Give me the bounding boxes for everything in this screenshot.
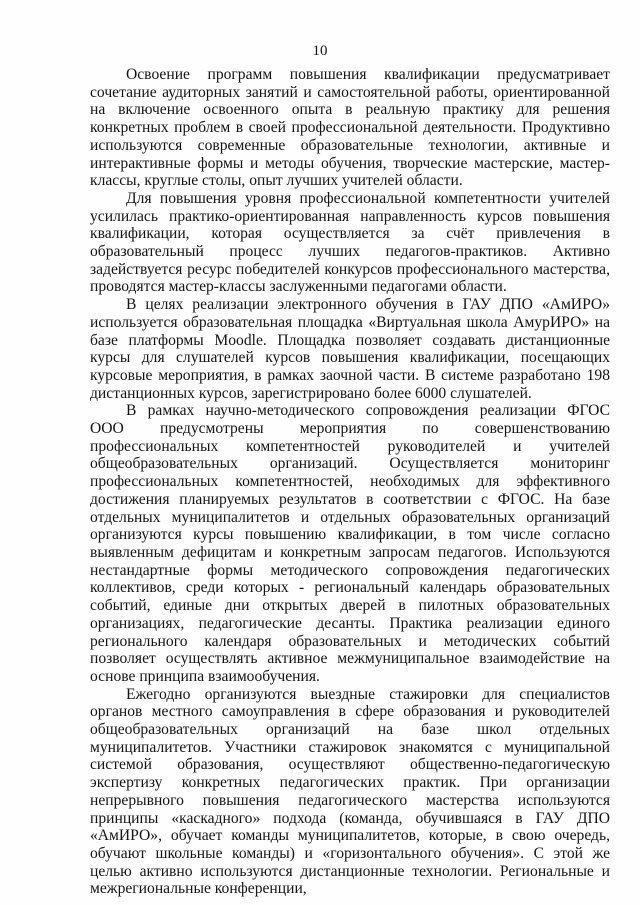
paragraph-5: Ежегодно организуются выездные стажировки для специалистов органов местного самоуправления в сфере образования и руководителей общеобразовательных организаций на базе школ отдельных муниципалитетов. Участники стажировок знакомятся с муниципальной системой образования, осуществляют общественно-педагогическую экспертизу конкретных педагогических практик. При организации непрерывного повышения педагогического мастерства используются принципы «каскадного» подхода (команда, обучившаяся в ГАУ ДПО «АмИРО», обучает команды муниципалитетов, которые, в свою очередь, обучают школьные команды) и «горизонтального обучения». С этой же целью активно используются дистанционные технологии. Региональные и межрегиональные конференции, [90, 685, 610, 898]
paragraph-4: В рамках научно-методического сопровождения реализации ФГОС ООО предусмотрены мероприятия по совершенствованию профессиональных компетентностей руководителей и учителей общеобразовательных организаций. Осуществляется мониторинг профессиональных компетентностей, необходимых для эффективного достижения планируемых результатов в соответствии с ФГОС. На базе отдельных муниципалитетов и отдельных образовательных организаций организуются курсы повышению квалификации, в том числе согласно выявленным дефицитам и конкретным запросам педагогов. Используются нестандартные формы методического сопровождения педагогических коллективов, среди которых - региональный календарь образовательных событий, единые дни открытых дверей в пилотных образовательных организациях, педагогические десанты. Практика реализации единого регионального календаря образовательных и методических событий позволяет осуществлять активное межмуниципальное взаимодействие на основе принципа взаимообучения. [90, 402, 610, 685]
document-body [90, 66, 610, 898]
paragraph-1: Освоение программ повышения квалификации предусматривает сочетание аудиторных занятий и самостоятельной работы, ориентированной на включение освоенного опыта в реальную практику для решения конкретных проблем в своей профессиональной деятельности. Продуктивно используются современные образовательные технологии, активные и интерактивные формы и методы обучения, творческие мастерские, мастер-классы, круглые столы, опыт лучших учителей области. [90, 66, 610, 190]
paragraph-2: Для повышения уровня профессиональной компетентности учителей усилилась практико-ориентированная направленность курсов повышения квалификации, которая осуществляется за счёт привлечения в образовательный процесс лучших педагогов-практиков. Активно задействуется ресурс победителей конкурсов профессионального мастерства, проводятся мастер-классы заслуженными педагогами области. [90, 189, 610, 296]
paragraph-3: В целях реализации электронного обучения в ГАУ ДПО «АмИРО» используется образовательная площадка «Виртуальная школа АмурИРО» на базе платформы Moodle. Площадка позволяет создавать дистанционные курсы для слушателей курсов повышения квалификации, посещающих курсовые мероприятия, в рамках заочной части. В системе разработано 198 дистанционных курсов, зарегистрировано более 6000 слушателей. [90, 296, 610, 402]
page-number: 10 [312, 43, 328, 59]
